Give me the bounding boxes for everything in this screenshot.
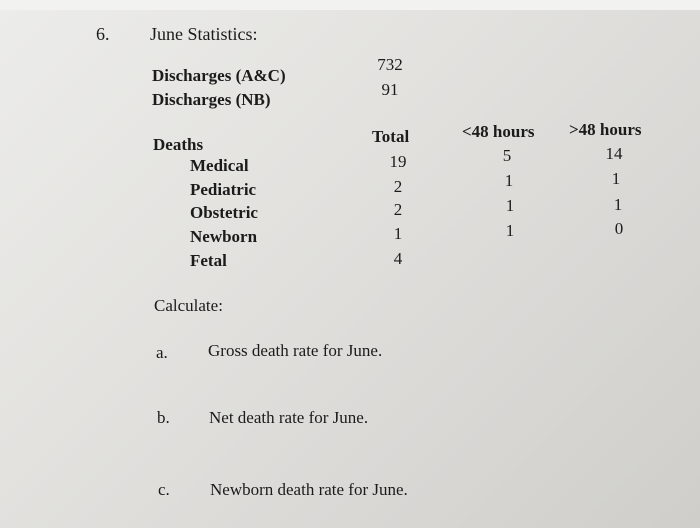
item-b-marker: b. (157, 408, 170, 427)
discharges-ac-label: Discharges (A&C) (152, 66, 286, 85)
cell-total-obstetric: 2 (393, 200, 403, 219)
cell-gt48-newborn: 0 (614, 219, 624, 238)
question-number: 6. (96, 24, 110, 44)
deaths-heading: Deaths (153, 135, 204, 154)
calculate-heading: Calculate: (154, 296, 223, 315)
row-label-newborn: Newborn (190, 227, 258, 246)
paper-edge (0, 0, 700, 10)
question-title: June Statistics: (150, 24, 258, 44)
row-label-pediatric: Pediatric (190, 180, 257, 199)
row-label-obstetric: Obstetric (190, 203, 258, 222)
cell-total-fetal: 4 (393, 249, 403, 268)
discharges-nb-label: Discharges (NB) (152, 90, 271, 109)
row-label-fetal: Fetal (190, 251, 227, 270)
item-a-marker: a. (156, 343, 168, 362)
discharges-nb-value: 91 (381, 80, 399, 99)
cell-lt48-newborn: 1 (505, 221, 515, 240)
cell-lt48-pediatric: 1 (504, 171, 514, 190)
item-c-marker: c. (158, 480, 170, 499)
cell-total-pediatric: 2 (393, 177, 403, 196)
cell-total-newborn: 1 (393, 224, 403, 243)
item-a-text: Gross death rate for June. (208, 341, 383, 360)
item-c-text: Newborn death rate for June. (210, 480, 408, 499)
col-gt48: >48 hours (569, 120, 642, 139)
cell-lt48-obstetric: 1 (505, 196, 515, 215)
item-b-text: Net death rate for June. (209, 408, 369, 427)
cell-lt48-medical: 5 (502, 146, 512, 165)
cell-total-medical: 19 (389, 152, 407, 171)
discharges-ac-value: 732 (377, 55, 403, 74)
cell-gt48-pediatric: 1 (611, 169, 621, 188)
col-total: Total (372, 127, 410, 146)
cell-gt48-medical: 14 (605, 144, 623, 163)
col-lt48: <48 hours (462, 122, 535, 141)
row-label-medical: Medical (190, 156, 249, 175)
cell-gt48-obstetric: 1 (613, 195, 623, 214)
